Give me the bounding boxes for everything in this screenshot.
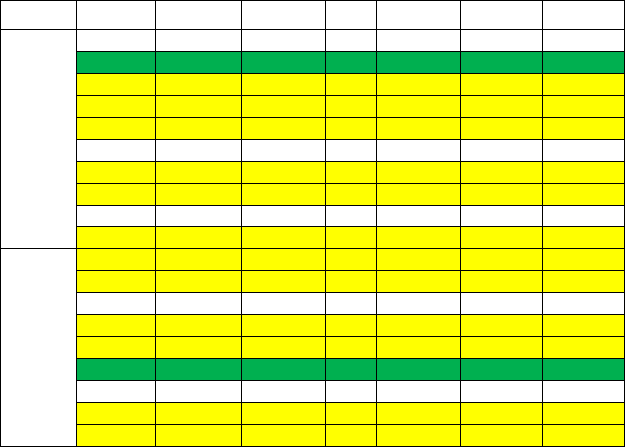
result-cell — [542, 315, 624, 337]
league-cell — [77, 205, 156, 227]
home-team-cell — [242, 205, 326, 227]
direction-cell — [460, 205, 542, 227]
league-cell — [77, 337, 156, 359]
away-team-cell — [376, 337, 460, 359]
direction-cell — [460, 73, 542, 95]
home-team-cell — [242, 30, 326, 52]
score-cell — [326, 95, 376, 117]
table-row[interactable] — [1, 73, 625, 95]
kickoff-time-cell — [156, 30, 242, 52]
kickoff-time-cell — [156, 271, 242, 293]
away-team-cell — [376, 51, 460, 73]
league-cell — [77, 51, 156, 73]
direction-cell — [460, 381, 542, 403]
result-cell — [542, 161, 624, 183]
away-team-cell — [376, 315, 460, 337]
away-team-cell — [376, 249, 460, 271]
table-row[interactable] — [1, 293, 625, 315]
direction-cell — [460, 139, 542, 161]
table-row[interactable] — [1, 51, 625, 73]
away-team-cell — [376, 161, 460, 183]
home-team-cell — [242, 271, 326, 293]
score-cell — [326, 205, 376, 227]
table-row[interactable] — [1, 402, 625, 424]
home-team-cell — [242, 249, 326, 271]
kickoff-time-cell — [156, 95, 242, 117]
league-cell — [77, 359, 156, 381]
date-group-cell — [1, 30, 77, 249]
result-cell — [542, 183, 624, 205]
column-header-1 — [77, 1, 156, 30]
table-row[interactable] — [1, 95, 625, 117]
direction-cell — [460, 95, 542, 117]
table-row[interactable] — [1, 424, 625, 446]
result-cell — [542, 271, 624, 293]
league-cell — [77, 424, 156, 446]
score-cell — [326, 249, 376, 271]
home-team-cell — [242, 227, 326, 249]
result-cell — [542, 293, 624, 315]
score-cell — [326, 402, 376, 424]
league-cell — [77, 161, 156, 183]
league-cell — [77, 139, 156, 161]
column-header-3 — [242, 1, 326, 30]
result-cell — [542, 249, 624, 271]
kickoff-time-cell — [156, 424, 242, 446]
date-group-cell — [1, 249, 77, 447]
score-cell — [326, 73, 376, 95]
table-row[interactable] — [1, 381, 625, 403]
table-row[interactable] — [1, 30, 625, 52]
result-cell — [542, 381, 624, 403]
score-cell — [326, 161, 376, 183]
league-cell — [77, 293, 156, 315]
result-cell — [542, 95, 624, 117]
score-cell — [326, 183, 376, 205]
away-team-cell — [376, 205, 460, 227]
table-row[interactable] — [1, 359, 625, 381]
home-team-cell — [242, 73, 326, 95]
kickoff-time-cell — [156, 117, 242, 139]
direction-cell — [460, 424, 542, 446]
home-team-cell — [242, 183, 326, 205]
away-team-cell — [376, 183, 460, 205]
column-header-0 — [1, 1, 77, 30]
score-cell — [326, 30, 376, 52]
direction-cell — [460, 227, 542, 249]
column-header-4 — [326, 1, 376, 30]
home-team-cell — [242, 139, 326, 161]
direction-cell — [460, 161, 542, 183]
away-team-cell — [376, 139, 460, 161]
table-row[interactable] — [1, 139, 625, 161]
kickoff-time-cell — [156, 315, 242, 337]
home-team-cell — [242, 51, 326, 73]
direction-cell — [460, 402, 542, 424]
home-team-cell — [242, 359, 326, 381]
league-cell — [77, 315, 156, 337]
away-team-cell — [376, 359, 460, 381]
away-team-cell — [376, 402, 460, 424]
table-header-row — [1, 1, 625, 30]
away-team-cell — [376, 293, 460, 315]
result-cell — [542, 51, 624, 73]
kickoff-time-cell — [156, 183, 242, 205]
kickoff-time-cell — [156, 337, 242, 359]
result-cell — [542, 359, 624, 381]
direction-cell — [460, 249, 542, 271]
away-team-cell — [376, 227, 460, 249]
score-cell — [326, 117, 376, 139]
kickoff-time-cell — [156, 139, 242, 161]
table-row[interactable] — [1, 271, 625, 293]
result-cell — [542, 227, 624, 249]
kickoff-time-cell — [156, 293, 242, 315]
table-body — [1, 1, 625, 447]
result-cell — [542, 139, 624, 161]
direction-cell — [460, 117, 542, 139]
kickoff-time-cell — [156, 249, 242, 271]
direction-cell — [460, 337, 542, 359]
table-row[interactable] — [1, 337, 625, 359]
direction-cell — [460, 271, 542, 293]
table-row[interactable] — [1, 315, 625, 337]
home-team-cell — [242, 381, 326, 403]
away-team-cell — [376, 381, 460, 403]
score-cell — [326, 337, 376, 359]
table-row[interactable] — [1, 205, 625, 227]
direction-cell — [460, 359, 542, 381]
score-cell — [326, 227, 376, 249]
column-header-5 — [376, 1, 460, 30]
home-team-cell — [242, 293, 326, 315]
table-row[interactable] — [1, 249, 625, 271]
league-cell — [77, 95, 156, 117]
direction-cell — [460, 293, 542, 315]
away-team-cell — [376, 117, 460, 139]
away-team-cell — [376, 73, 460, 95]
kickoff-time-cell — [156, 359, 242, 381]
direction-cell — [460, 51, 542, 73]
score-cell — [326, 51, 376, 73]
away-team-cell — [376, 424, 460, 446]
kickoff-time-cell — [156, 227, 242, 249]
kickoff-time-cell — [156, 402, 242, 424]
away-team-cell — [376, 271, 460, 293]
league-cell — [77, 183, 156, 205]
league-cell — [77, 402, 156, 424]
kickoff-time-cell — [156, 73, 242, 95]
result-cell — [542, 117, 624, 139]
result-cell — [542, 402, 624, 424]
league-cell — [77, 271, 156, 293]
score-cell — [326, 359, 376, 381]
table-row[interactable] — [1, 227, 625, 249]
score-cell — [326, 424, 376, 446]
table-row[interactable] — [1, 161, 625, 183]
league-cell — [77, 227, 156, 249]
home-team-cell — [242, 424, 326, 446]
column-header-6 — [460, 1, 542, 30]
result-cell — [542, 424, 624, 446]
score-cell — [326, 139, 376, 161]
league-cell — [77, 30, 156, 52]
table-row[interactable] — [1, 117, 625, 139]
score-cell — [326, 293, 376, 315]
kickoff-time-cell — [156, 51, 242, 73]
home-team-cell — [242, 161, 326, 183]
kickoff-time-cell — [156, 381, 242, 403]
column-header-2 — [156, 1, 242, 30]
direction-cell — [460, 315, 542, 337]
league-cell — [77, 117, 156, 139]
league-cell — [77, 73, 156, 95]
result-cell — [542, 30, 624, 52]
league-cell — [77, 381, 156, 403]
result-cell — [542, 73, 624, 95]
direction-cell — [460, 183, 542, 205]
table-row[interactable] — [1, 183, 625, 205]
column-header-7 — [542, 1, 624, 30]
away-team-cell — [376, 30, 460, 52]
score-cell — [326, 271, 376, 293]
away-team-cell — [376, 95, 460, 117]
result-cell — [542, 337, 624, 359]
kickoff-time-cell — [156, 161, 242, 183]
league-cell — [77, 249, 156, 271]
home-team-cell — [242, 117, 326, 139]
result-cell — [542, 205, 624, 227]
score-cell — [326, 381, 376, 403]
score-cell — [326, 315, 376, 337]
home-team-cell — [242, 337, 326, 359]
home-team-cell — [242, 315, 326, 337]
home-team-cell — [242, 402, 326, 424]
home-team-cell — [242, 95, 326, 117]
direction-cell — [460, 30, 542, 52]
kickoff-time-cell — [156, 205, 242, 227]
